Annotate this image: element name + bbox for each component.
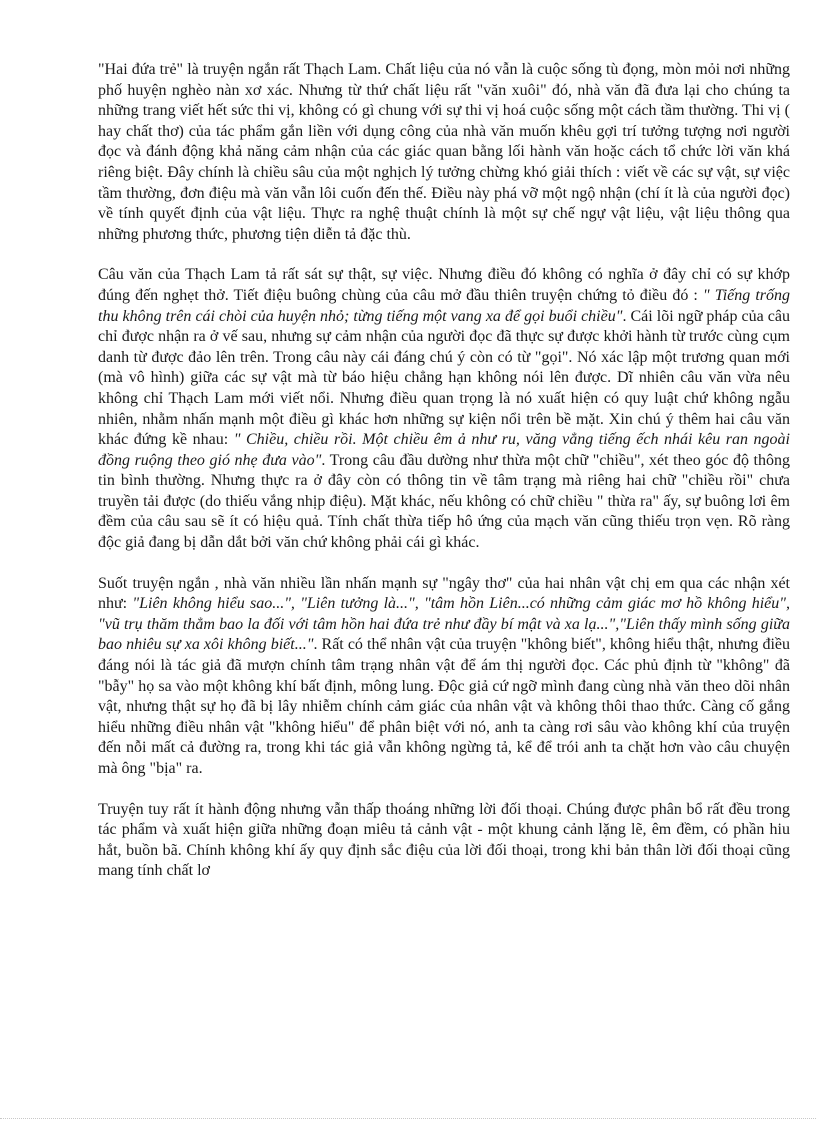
paragraph-4: Truyện tuy rất ít hành động nhưng vẫn thấp thoáng những lời đối thoại. Chúng được phân bổ rất đều trong tác phẩm và xuất hiện giữa những đoạn miêu tả cảnh vật - một khung cảnh lặng lẽ, êm đềm, có phần hiu hắt, buồn bã. Chính không khí ấy quy định sắc điệu của lời đối thoại, trong khi bản thân lời đối thoại cũng mang tính chất lơ xyxy=(98,800,790,880)
page-bottom-edge xyxy=(0,1118,816,1119)
paragraph-2-text-2: . Cái lõi ngữ pháp của câu chỉ được nhận ra ở vế sau, nhưng sự cảm nhận của người đọc đã thực sự được khởi hành từ trước cùng cụm danh từ được đảo lên trên. Trong câu này cái đáng chú ý còn có từ "gọi". Nó xác lập một trương quan mới (mà vô hình) giữa các sự vật mà từ báo hiệu chẳng hạn không nói lên được. Dĩ nhiên câu văn vừa nêu không chỉ Thạch Lam mới viết nổi. Nhưng điều quan trọng là nó xuất hiện có quy luật chứ không ngẫu nhiên, nhằm nhấn mạnh một điều gì khác hơn những sự kiện nổi trên bề mặt. Xin chú ý thêm hai câu văn khác đứng kề nhau: xyxy=(98,307,790,449)
paragraph-2-text-1: Câu văn của Thạch Lam tả rất sát sự thật, sự việc. Nhưng điều đó không có nghĩa ở đây chỉ có sự khớp đúng đến nghẹt thở. Tiết điệu buông chùng của câu mở đầu thiên truyện chứng tỏ điều đó : xyxy=(98,266,790,304)
paragraph-1: "Hai đứa trẻ" là truyện ngắn rất Thạch Lam. Chất liệu của nó vẫn là cuộc sống tù đọng, mòn mỏi nơi những phố huyện nghèo nàn xơ xác. Nhưng từ thứ chất liệu rất "văn xuôi" đó, nhà văn đã đưa lại cho chúng ta những trang viết hết sức thi vị, không có gì chung với sự thi vị hoá cuộc sống một cách tầm thường. Thi vị ( hay chất thơ) của tác phẩm gắn liền với dụng công của nhà văn muốn khêu gợi trí tưởng tượng nơi người đọc và đánh động khả năng cảm nhận của các giác quan bằng lối hành văn hoặc cách tổ chức lời văn khá riêng biệt. Đây chính là chiều sâu của một nghịch lý tưởng chừng khó giải thích : viết về các sự vật, sự việc tầm thường, đơn điệu mà văn vẫn lôi cuốn đến thế. Điều này phá vỡ một ngộ nhận (chí ít là của người đọc) về tính quyết định của vật liệu. Thực ra nghệ thuật chính là một sự chế ngự vật liệu, vật liệu thông qua những phương thức, phương tiện diễn tả đặc thù. xyxy=(98,61,790,243)
paragraph-3 xyxy=(98,574,790,780)
paragraph-2-text-3: . Trong câu đầu dường như thừa một chữ "chiều", xét theo góc độ thông tin bình thường. Nhưng thực ra ở đây còn có thông tin về tâm trạng mà riêng hai chữ "chiều rồi" chưa truyền tải được (do thiếu vắng nhịp điệu). Mặt khác, nếu không có chữ chiều " thừa ra" ấy, sự buông lơi êm đềm của câu sau sẽ ít có hiệu quả. Tính chất thừa tiếp hô ứng của mạch văn cũng thiếu trọn vẹn. Rõ ràng độc giả đang bị dẫn dắt bởi văn chứ không phải cái gì khác. xyxy=(98,451,790,552)
paragraph-2-quote-2: " Chiều, chiều rồi. Một chiều êm ả như ru, văng vẳng tiếng ếch nhái kêu ran ngoài đồng ruộng theo gió nhẹ đưa vào" xyxy=(98,431,790,469)
paragraph-3-quote-1: "Liên không hiểu sao...", "Liên tưởng là...", "tâm hồn Liên...có những cảm giác mơ hồ không hiểu", "vũ trụ thăm thẳm bao la đối với tâm hồn hai đứa trẻ như đầy bí mật và xa lạ...","Liên thấy mình sống giữa bao nhiêu sự xa xôi không biết..." xyxy=(98,595,791,654)
paragraph-2-quote-1: " Tiếng trống thu không trên cái chòi của huyện nhỏ; từng tiếng một vang xa để gọi buổi chiều" xyxy=(98,286,791,325)
paragraph-2 xyxy=(98,265,790,553)
paragraph-3-text-2: . Rất có thể nhân vật của truyện "không biết", không hiểu thật, nhưng điều đáng nói là tác giả đã mượn chính tâm trạng nhân vật để ám thị người đọc. Các phủ định từ "không" đã "bẫy" họ sa vào một không khí bất định, mông lung. Độc giả cứ ngỡ mình đang cùng nhà văn theo dõi nhân vật, nhưng thật sự họ đã bị lây nhiễm chính cảm giác của nhân vật và không thôi thao thức. Càng cố gắng hiểu những điều nhân vật "không hiểu" để phân biệt với nó, anh ta càng rơi sâu vào không khí của truyện đến nỗi mất cả đường ra, trong khi tác giả vẫn không ngừng tả, kể để trói anh ta chặt hơn vào câu chuyện mà ông "bịa" ra. xyxy=(98,636,790,777)
paragraph-3-text-1: Suốt truyện ngắn , nhà văn nhiều lần nhấn mạnh sự "ngây thơ" của hai nhân vật chị em qua các nhận xét như: xyxy=(98,574,790,613)
document-body xyxy=(98,60,790,902)
